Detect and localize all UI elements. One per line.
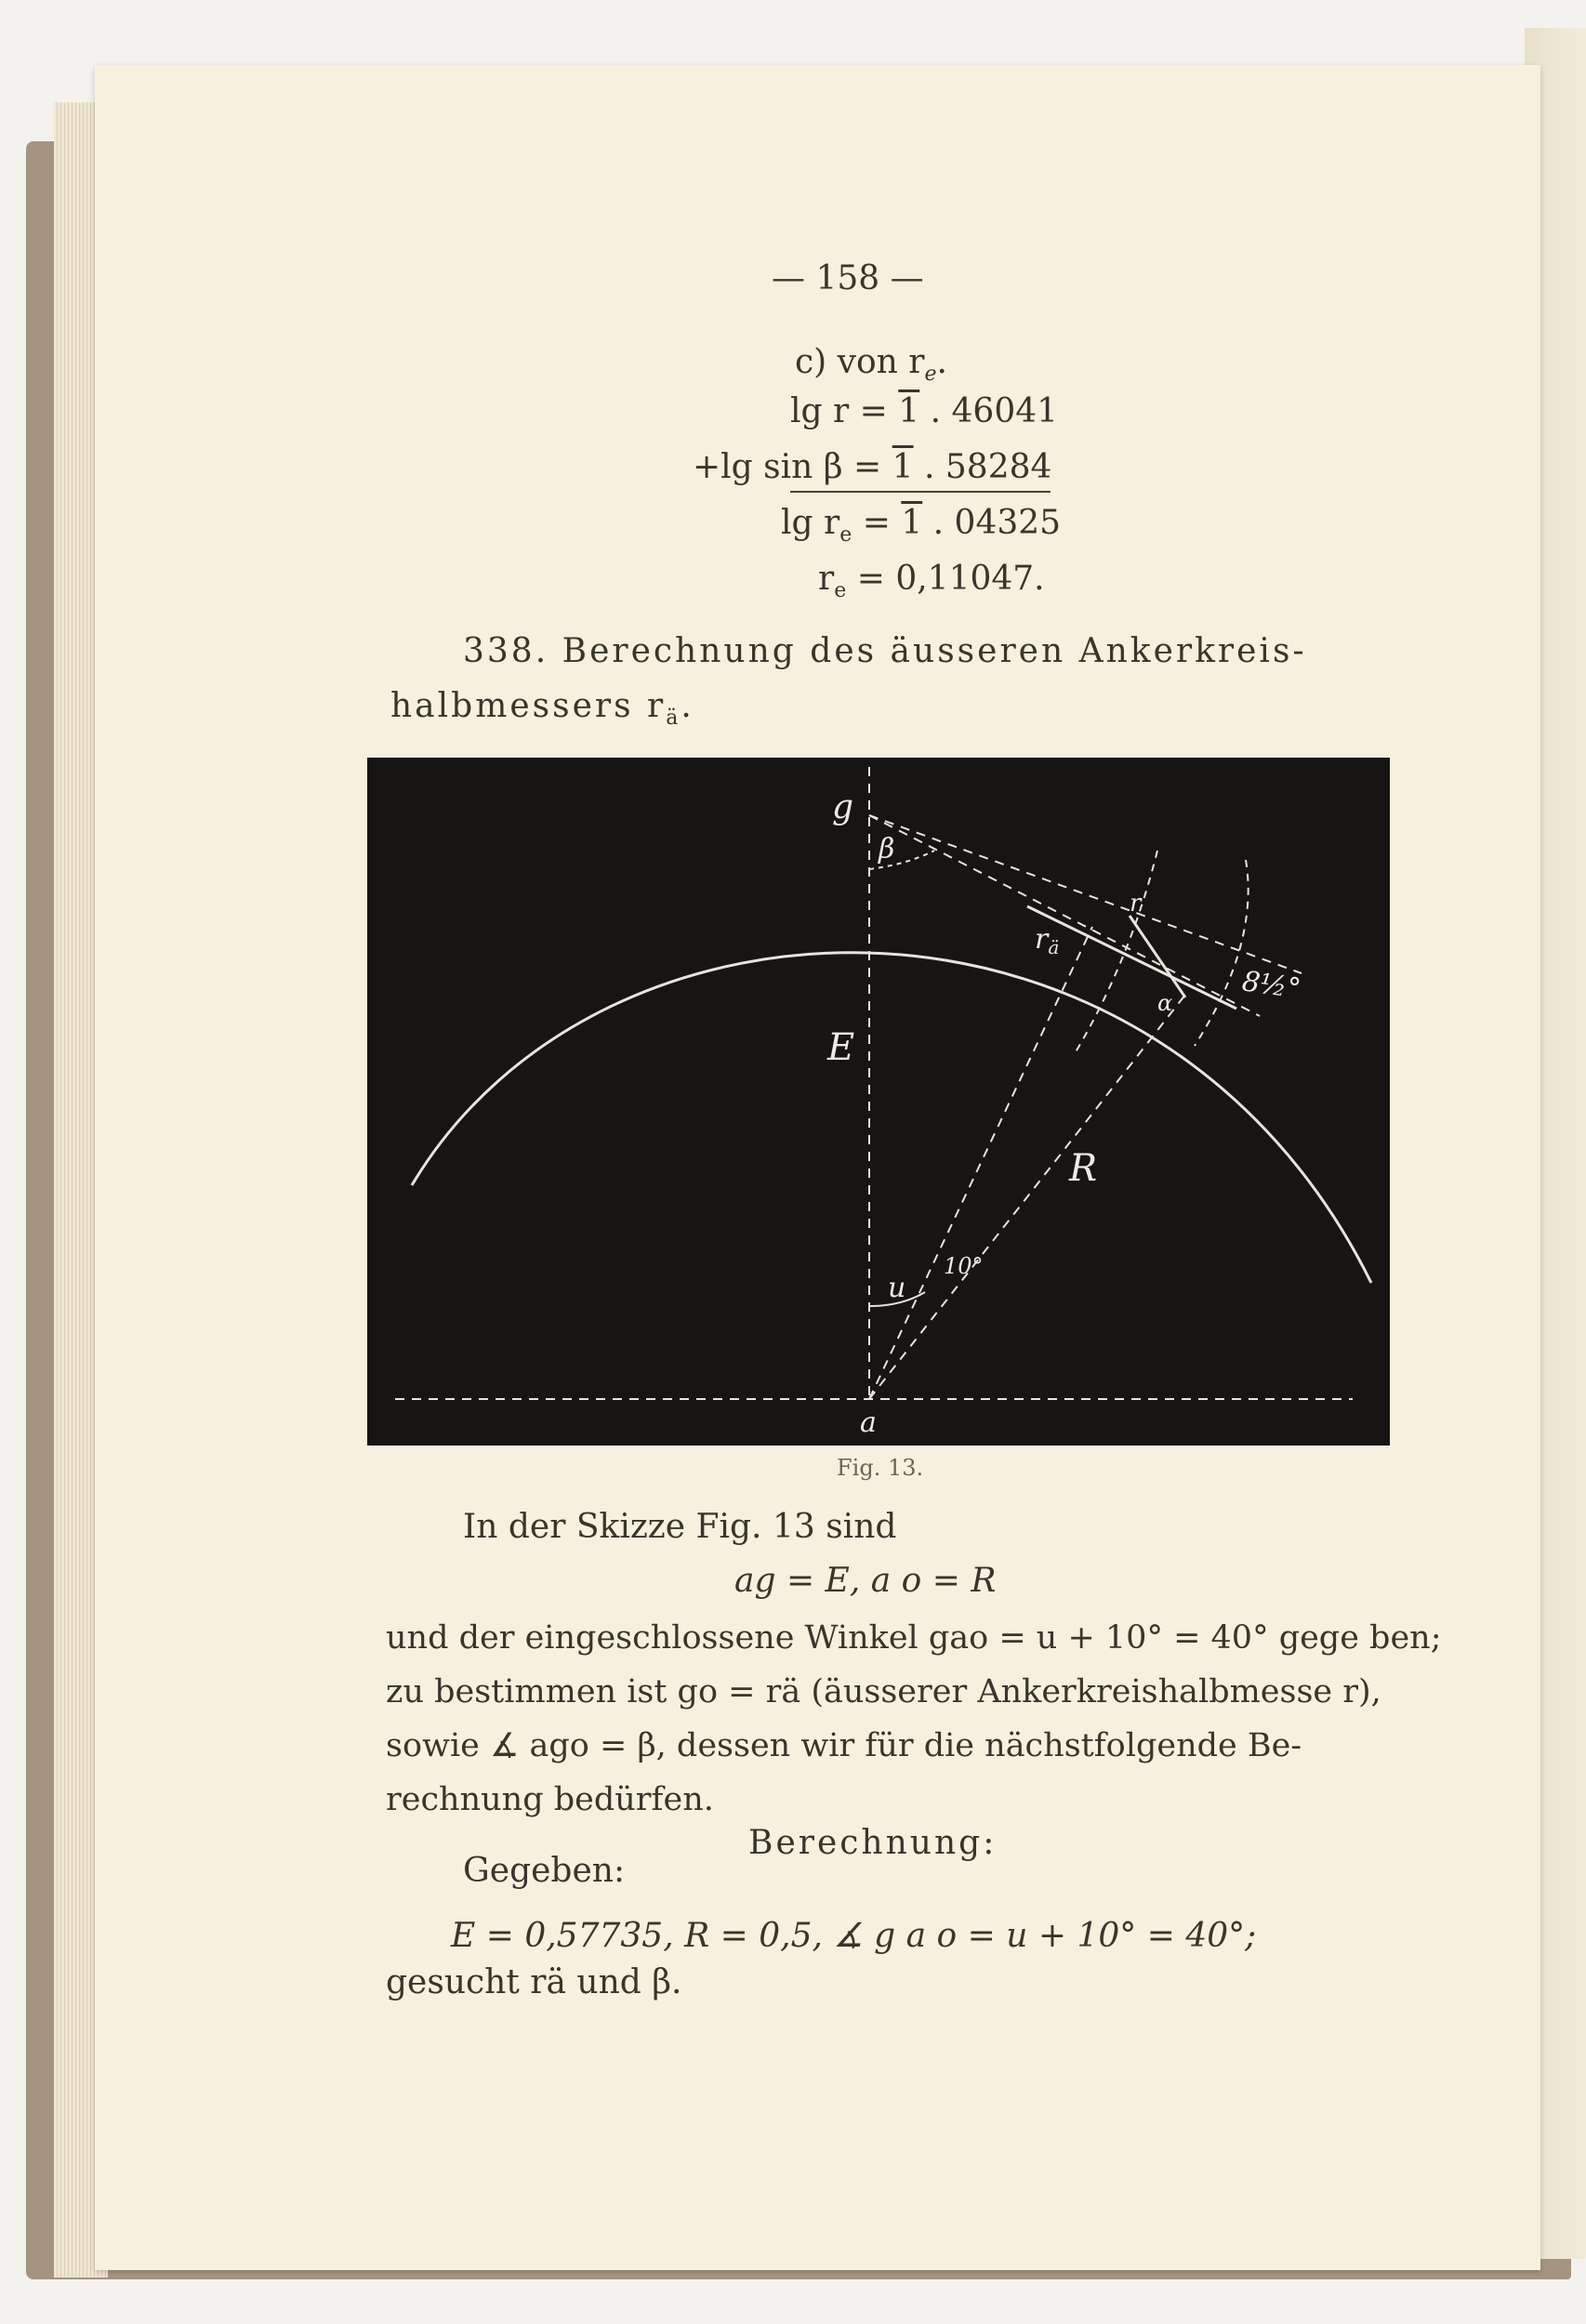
sought-line: gesucht rä und β.: [386, 1963, 682, 2001]
figure-caption: Fig. 13.: [837, 1455, 924, 1481]
para-line-6: rechnung bedürfen.: [386, 1781, 714, 1818]
section-338-line1: 338. Berechnung des äusseren Ankerkreis-: [463, 632, 1307, 670]
label-beta: β: [879, 833, 895, 865]
para-line-1: In der Skizze Fig. 13 sind: [463, 1508, 897, 1546]
label-ra: $r_ä$: [1035, 923, 1060, 958]
label-alpha: α: [1157, 990, 1173, 1016]
section-338-line2: halbmessers $r_ä$.: [390, 687, 694, 731]
label-eight-half: 8½°: [1239, 965, 1303, 1006]
given-values: E = 0,57735, R = 0,5, ∡ g a o = u + 10° = 40°;: [451, 1917, 1257, 1955]
label-a: a: [860, 1406, 877, 1439]
label-10deg: 10°: [944, 1253, 984, 1279]
log-line-2: +lg sin β = 1 . 58284: [693, 448, 1052, 486]
figure-13: [367, 758, 1390, 1446]
given-label: Gegeben:: [463, 1852, 626, 1890]
para-line-4: zu bestimmen ist go = rä (äusserer Ankerkreishalbmesse r),: [386, 1673, 1381, 1710]
log-line-4: $r_e = 0,11047$.: [818, 560, 1045, 603]
para-line-3: und der eingeschlossene Winkel gao = u + 10° = 40° gege ben;: [386, 1619, 1442, 1657]
log-line-1: lg r = 1 . 46041: [790, 392, 1059, 430]
label-r-small: r: [1130, 890, 1142, 918]
sum-rule: [790, 491, 1051, 493]
log-line-3: $\lg r_e = 1$ . 04325: [781, 504, 1062, 548]
section-c-heading: c) von $r_e$.: [795, 343, 947, 387]
label-u: u: [888, 1272, 906, 1304]
berechnung-heading: Berechnung:: [748, 1824, 998, 1862]
para-line-5: sowie ∡ ago = β, dessen wir für die nächstfolgende Be-: [386, 1727, 1302, 1764]
label-R: R: [1069, 1147, 1098, 1190]
label-g: g: [832, 788, 854, 826]
para-equation: ag = E, a o = R: [734, 1562, 997, 1600]
label-E: E: [827, 1026, 855, 1069]
page-number: — 158 —: [772, 259, 924, 297]
